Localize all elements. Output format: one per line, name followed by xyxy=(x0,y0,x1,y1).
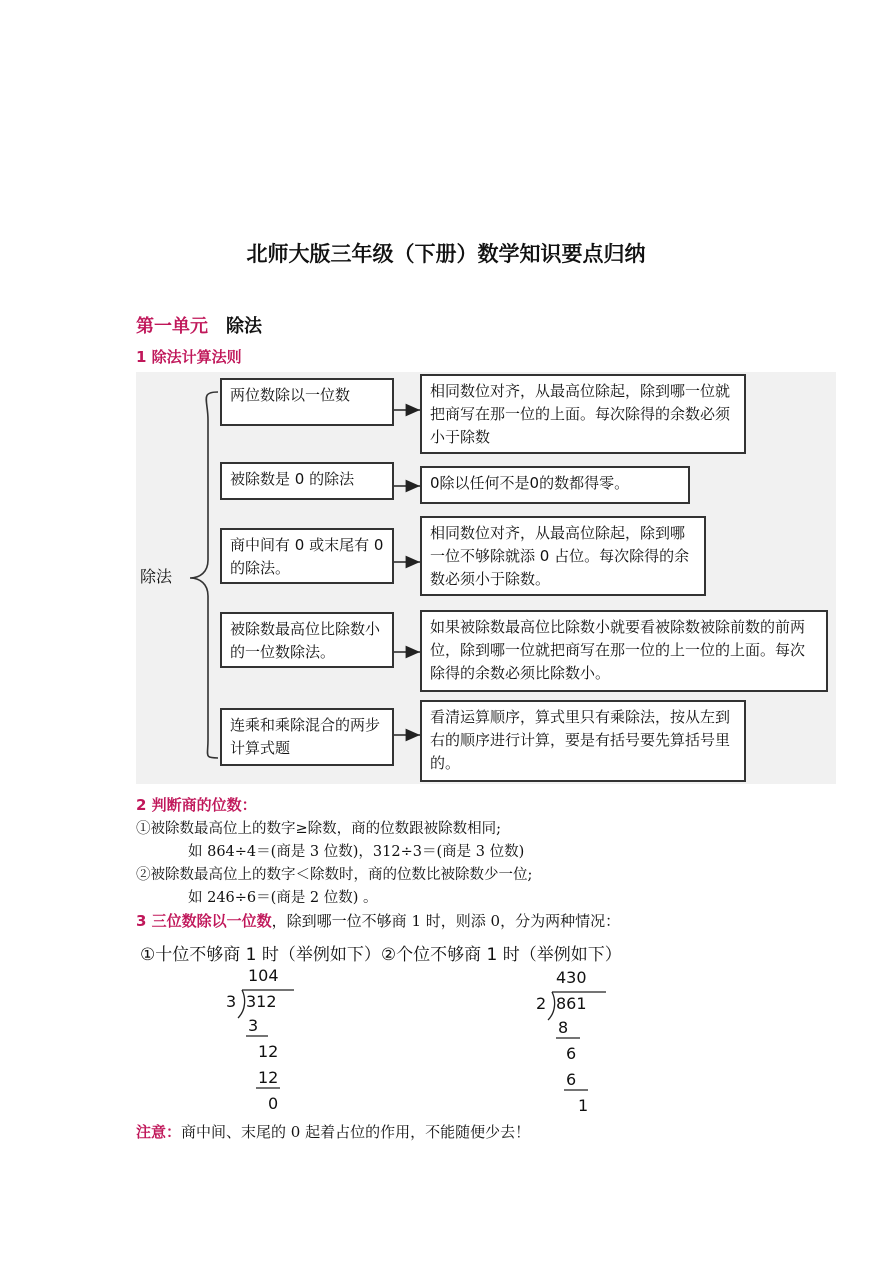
subtrahend: 12 xyxy=(258,1068,279,1087)
rule-left-2: 被除数是 0 的除法 xyxy=(220,462,394,500)
rule-right-3: 相同数位对齐，从最高位除起，除到哪一位不够除就添 0 占位。每次除得的余数必须小于除数。 xyxy=(420,516,706,596)
rule-right-5: 看清运算顺序，算式里只有乘除法，按从左到右的顺序进行计算，要是有括号要先算括号里的。 xyxy=(420,700,746,782)
diagram-root: 除法 xyxy=(140,567,173,586)
remainder: 6 xyxy=(566,1044,577,1063)
section3-title: 3 三位数除以一位数 xyxy=(136,912,272,930)
divisor: 3 xyxy=(226,992,237,1011)
rule-right-2: 0除以任何不是0的数都得零。 xyxy=(420,466,690,504)
rule-one: ①被除数最高位上的数字≥除数，商的位数跟被除数相同; xyxy=(136,821,502,837)
remainder: 0 xyxy=(268,1094,279,1113)
rule-left-4: 被除数最高位比除数小的一位数除法。 xyxy=(220,612,394,668)
note-text: 商中间、末尾的 0 起着占位的作用，不能随便少去！ xyxy=(181,1123,531,1141)
example-one: 如 864÷4＝(商是 3 位数)，312÷3＝(商是 3 位数) xyxy=(188,844,525,860)
unit-name: 除法 xyxy=(226,316,262,337)
subtrahend: 8 xyxy=(558,1018,569,1037)
rule-left-5: 连乘和乘除混合的两步计算式题 xyxy=(220,708,394,766)
quotient: 430 xyxy=(556,968,587,987)
page-title: 北师大版三年级（下册）数学知识要点归纳 xyxy=(246,242,646,266)
dividend: 312 xyxy=(246,992,277,1011)
subtrahend: 6 xyxy=(566,1070,577,1089)
cases-line: ①十位不够商 1 时（举例如下）②个位不够商 1 时（举例如下） xyxy=(140,945,622,965)
section1-heading: 1 除法计算法则 xyxy=(136,348,242,366)
subtrahend: 3 xyxy=(248,1016,259,1035)
unit-label: 第一单元 xyxy=(136,316,208,337)
section2-heading: 2 判断商的位数： xyxy=(136,796,257,814)
remainder: 1 xyxy=(578,1096,589,1115)
example-two: 如 246÷6＝(商是 2 位数) 。 xyxy=(188,890,378,906)
section3-text: ，除到哪一位不够商 1 时，则添 0，分为两种情况： xyxy=(271,912,621,930)
rule-right-4: 如果被除数最高位比除数小就要看被除数被除前数的前两位，除到哪一位就把商写在那一位的上一位的上面。每次除得的余数必须比除数小。 xyxy=(420,610,828,692)
rule-left-1: 两位数除以一位数 xyxy=(220,378,394,426)
rule-two: ②被除数最高位上的数字＜除数时，商的位数比被除数少一位; xyxy=(136,867,533,883)
quotient: 104 xyxy=(248,966,279,985)
rule-left-3: 商中间有 0 或末尾有 0 的除法。 xyxy=(220,528,394,584)
divisor: 2 xyxy=(536,994,547,1013)
rule-right-1: 相同数位对齐，从最高位除起，除到哪一位就把商写在那一位的上面。每次除得的余数必须小于除数 xyxy=(420,374,746,454)
dividend: 861 xyxy=(556,994,587,1013)
note-label: 注意： xyxy=(136,1123,182,1141)
note xyxy=(136,1121,530,1142)
remainder: 12 xyxy=(258,1042,279,1061)
